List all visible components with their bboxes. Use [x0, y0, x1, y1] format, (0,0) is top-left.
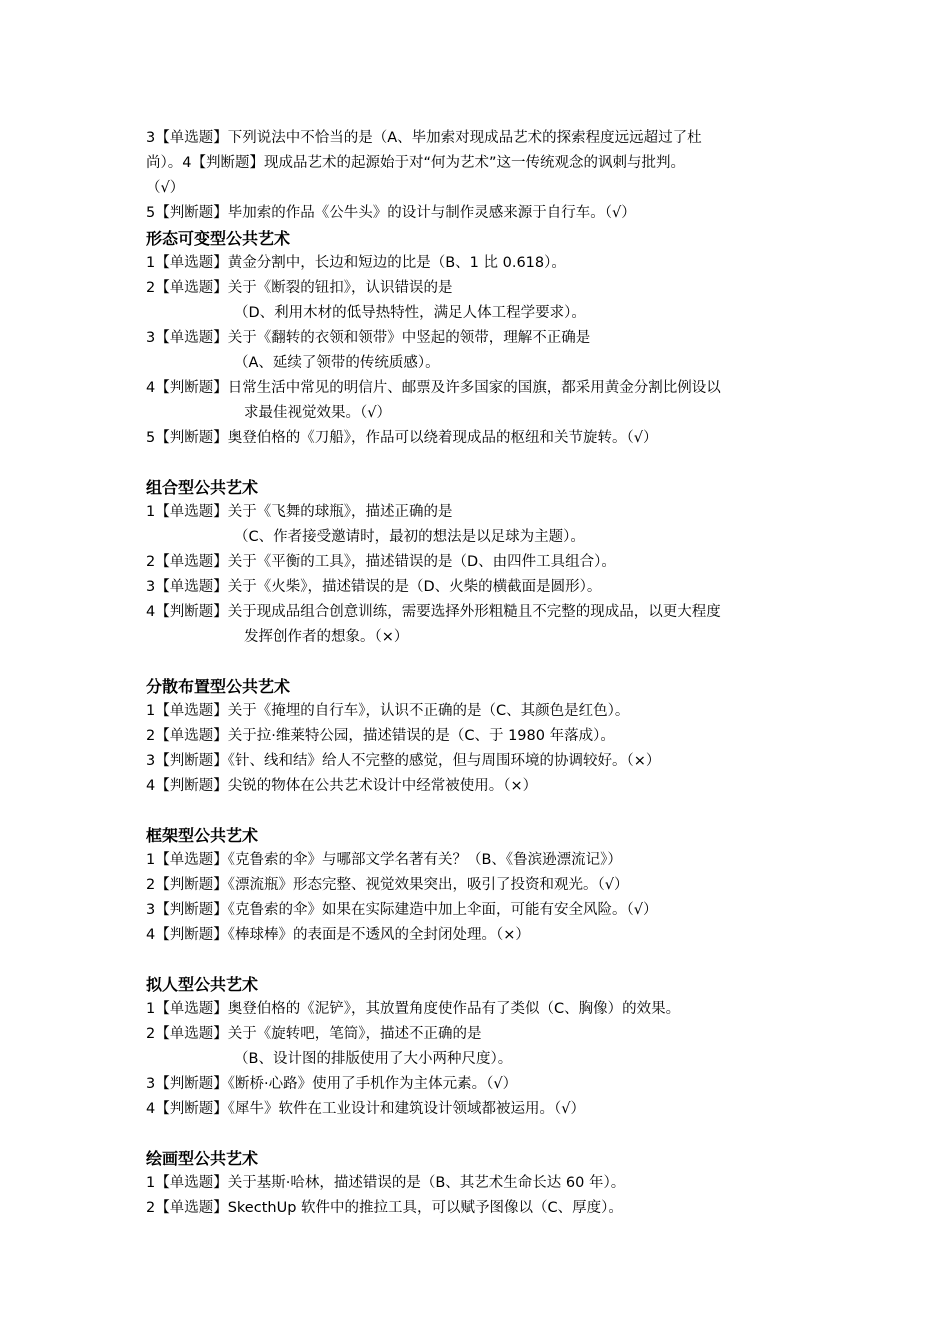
section-title: 框架型公共艺术 [146, 826, 259, 845]
question-line: 5【判断题】奥登伯格的《刀船》，作品可以绕着现成品的枢纽和关节旋转。（√） [146, 430, 658, 446]
question-continuation: （D、利用木材的低导热特性，满足人体工程学要求）。 [234, 305, 586, 321]
question-continuation: （B、设计图的排版使用了大小两种尺度）。 [234, 1051, 513, 1067]
question-continuation: 发挥创作者的想象。（×） [244, 629, 409, 645]
question-continuation: 求最佳视觉效果。（√） [244, 405, 391, 421]
question-line: 2【判断题】《漂流瓶》形态完整、视觉效果突出，吸引了投资和观光。（√） [146, 877, 629, 893]
question-line: 4【判断题】关于现成品组合创意训练，需要选择外形粗糙且不完整的现成品，以更大程度 [146, 604, 721, 620]
question-line: 3【判断题】《针、线和结》给人不完整的感觉，但与周围环境的协调较好。（×） [146, 753, 661, 769]
question-line: 3【单选题】关于《翻转的衣领和领带》中竖起的领带，理解不正确是 [146, 330, 591, 346]
question-line: 1【单选题】黄金分割中，长边和短边的比是（B、1 比 0.618）。 [146, 255, 566, 271]
section [146, 972, 816, 1122]
question-line: 1【单选题】《克鲁索的伞》与哪部文学名著有关？（B、《鲁滨逊漂流记》） [146, 852, 622, 868]
intro-line: （√） [146, 180, 185, 196]
question-line: 2【单选题】关于拉·维莱特公园，描述错误的是（C、于 1980 年落成）。 [146, 728, 615, 744]
sections-container [146, 226, 816, 1221]
intro-line: 尚）。4【判断题】现成品艺术的起源始于对“何为艺术”这一传统观念的讽刺与批判。 [146, 155, 685, 171]
question-line: 4【判断题】《棒球棒》的表面是不透风的全封闭处理。（×） [146, 927, 530, 943]
section-title: 拟人型公共艺术 [146, 975, 259, 994]
intro-block [146, 126, 816, 226]
question-line: 2【单选题】关于《断裂的钮扣》，认识错误的是 [146, 280, 453, 296]
section-title: 形态可变型公共艺术 [146, 229, 291, 248]
question-line: 2【单选题】关于《旋转吧，笔筒》，描述不正确的是 [146, 1026, 482, 1042]
question-line: 4【判断题】《犀牛》软件在工业设计和建筑设计领域都被运用。（√） [146, 1101, 585, 1117]
section-title: 组合型公共艺术 [146, 478, 259, 497]
question-continuation: （C、作者接受邀请时，最初的想法是以足球为主题）。 [234, 529, 585, 545]
section [146, 475, 816, 650]
question-line: 3【单选题】关于《火柴》，描述错误的是（D、火柴的横截面是圆形）。 [146, 579, 602, 595]
question-line: 2【单选题】关于《平衡的工具》，描述错误的是（D、由四件工具组合）。 [146, 554, 616, 570]
intro-line: 5【判断题】毕加索的作品《公牛头》的设计与制作灵感来源于自行车。（√） [146, 205, 636, 221]
question-line: 4【判断题】尖锐的物体在公共艺术设计中经常被使用。（×） [146, 778, 538, 794]
question-line: 3【判断题】《克鲁索的伞》如果在实际建造中加上伞面，可能有安全风险。（√） [146, 902, 658, 918]
question-line: 1【单选题】关于《掩埋的自行车》，认识不正确的是（C、其颜色是红色）。 [146, 703, 630, 719]
section [146, 823, 816, 948]
question-line: 3【判断题】《断桥·心路》使用了手机作为主体元素。（√） [146, 1076, 518, 1092]
question-line: 1【单选题】关于《飞舞的球瓶》，描述正确的是 [146, 504, 453, 520]
section [146, 674, 816, 799]
intro-line: 3【单选题】下列说法中不恰当的是（A、毕加索对现成品艺术的探索程度远远超过了杜 [146, 130, 702, 146]
question-line: 4【判断题】日常生活中常见的明信片、邮票及许多国家的国旗，都采用黄金分割比例设以 [146, 380, 721, 396]
question-line: 1【单选题】关于基斯·哈林，描述错误的是（B、其艺术生命长达 60 年）。 [146, 1175, 626, 1191]
question-line: 1【单选题】奥登伯格的《泥铲》，其放置角度使作品有了类似（C、胸像）的效果。 [146, 1001, 681, 1017]
section [146, 226, 816, 451]
question-line: 2【单选题】SkecthUp 软件中的推拉工具，可以赋予图像以（C、厚度）。 [146, 1200, 623, 1216]
section-title: 绘画型公共艺术 [146, 1149, 259, 1168]
document-page [146, 126, 816, 1221]
section-title: 分散布置型公共艺术 [146, 677, 291, 696]
section [146, 1146, 816, 1221]
question-continuation: （A、延续了领带的传统质感）。 [234, 355, 440, 371]
